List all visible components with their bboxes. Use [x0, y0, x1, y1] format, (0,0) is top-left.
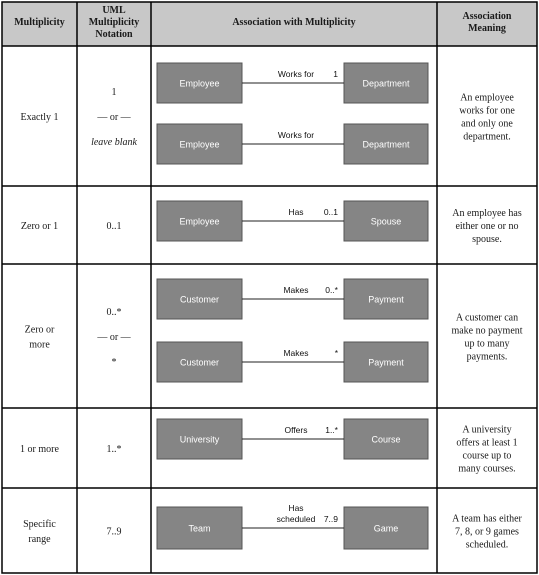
meaning-text: 7, 8, or 9 games: [455, 526, 519, 538]
meaning-text: course up to: [462, 450, 512, 462]
association-label: Makes: [283, 348, 309, 358]
meaning-text: many courses.: [458, 463, 516, 475]
meaning-text: and only one: [461, 118, 513, 130]
meaning-text: A team has either: [452, 513, 522, 525]
notation-label: 1: [111, 87, 117, 98]
header-multiplicity: Multiplicity: [14, 17, 65, 28]
multiplicity-label: 1 or more: [20, 444, 59, 455]
multiplicity-marker: 1: [333, 69, 338, 79]
notation-label: 0..*: [106, 307, 122, 318]
class-name-left: Customer: [179, 294, 220, 305]
class-name-right: Spouse: [370, 216, 402, 227]
meaning-text: up to many: [464, 338, 510, 350]
notation-label: 7..9: [106, 526, 122, 538]
header-uml-notation: Notation: [95, 29, 133, 40]
multiplicity-label: Specific: [23, 519, 56, 530]
class-name-left: Employee: [179, 216, 220, 227]
multiplicity-label: Zero or 1: [20, 221, 59, 232]
class-name-right: Course: [371, 434, 401, 445]
multiplicity-marker: *: [334, 348, 338, 358]
multiplicity-label: Zero or: [24, 324, 55, 336]
association-label: Has: [288, 207, 304, 217]
association-label: scheduled: [276, 514, 316, 524]
multiplicity-marker: 7..9: [323, 514, 338, 524]
association-label: Works for: [277, 69, 315, 79]
class-name-right: Department: [362, 78, 410, 89]
meaning-text: either one or no: [455, 221, 519, 232]
header-uml-notation: UML: [102, 5, 126, 16]
class-name-left: Team: [188, 523, 211, 534]
association-label: Makes: [283, 285, 309, 295]
header-meaning: Meaning: [468, 23, 506, 34]
multiplicity-marker: 0..*: [325, 285, 338, 295]
class-name-left: Employee: [179, 139, 220, 150]
multiplicity-label: more: [29, 339, 50, 351]
meaning-text: payments.: [466, 351, 508, 363]
class-name-right: Department: [362, 139, 410, 150]
class-name-left: Employee: [179, 78, 220, 89]
meaning-text: works for one: [459, 105, 515, 117]
notation-label: 0..1: [106, 221, 122, 232]
notation-label: — or —: [97, 112, 131, 123]
notation-label: — or —: [97, 332, 131, 343]
class-name-left: University: [179, 434, 220, 445]
meaning-text: spouse.: [472, 234, 502, 245]
association-label: Works for: [277, 130, 315, 140]
header-association: Association with Multiplicity: [232, 17, 356, 28]
meaning-text: offers at least 1: [456, 437, 518, 449]
meaning-text: An employee: [460, 92, 514, 104]
header-meaning: Association: [462, 11, 512, 22]
class-name-right: Payment: [368, 294, 404, 305]
association-label: Offers: [284, 425, 308, 435]
association-label: Has: [288, 503, 304, 513]
class-name-right: Payment: [368, 357, 404, 368]
meaning-text: department.: [463, 131, 511, 143]
multiplicity-label: range: [28, 534, 51, 545]
multiplicity-marker: 1..*: [325, 425, 338, 435]
meaning-text: make no payment: [451, 325, 523, 337]
class-name-right: Game: [373, 523, 399, 534]
meaning-text: scheduled.: [465, 539, 509, 551]
meaning-text: A customer can: [455, 312, 519, 324]
class-name-left: Customer: [179, 357, 220, 368]
header-uml-notation: Multiplicity: [88, 17, 140, 28]
notation-label: *: [111, 357, 117, 368]
multiplicity-marker: 0..1: [323, 207, 338, 217]
meaning-text: A university: [462, 424, 512, 436]
multiplicity-label: Exactly 1: [20, 112, 59, 123]
meaning-text: An employee has: [452, 208, 522, 219]
notation-label: 1..*: [106, 444, 122, 455]
notation-label: leave blank: [91, 137, 137, 148]
